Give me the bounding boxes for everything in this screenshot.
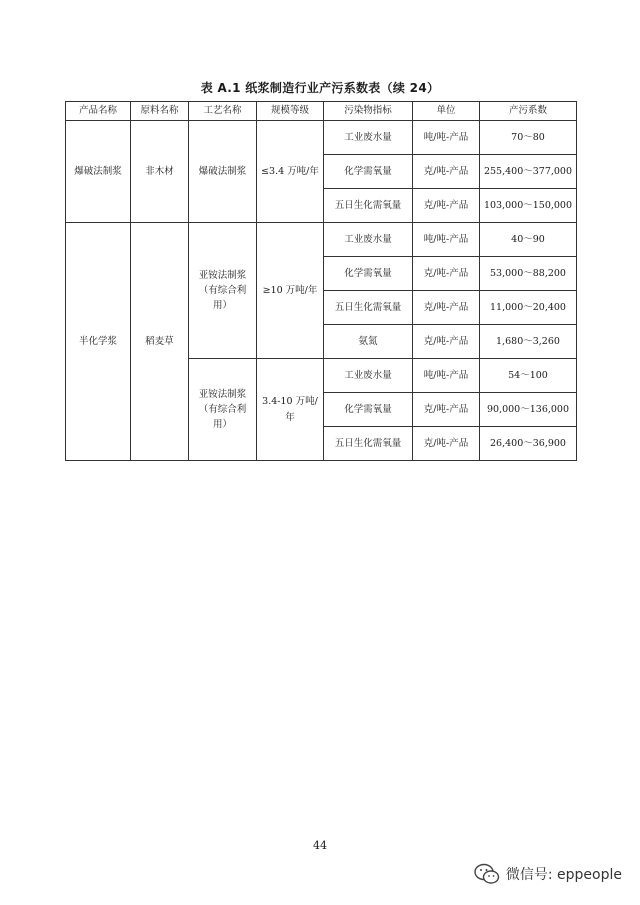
pollutant-cell: 工业废水量 <box>324 121 413 155</box>
unit-cell: 克/吨-产品 <box>413 325 480 359</box>
scale-cell: 3.4-10 万吨/ 年 <box>257 359 324 461</box>
wechat-icon <box>474 863 500 885</box>
coefficient-cell: 90,000～136,000 <box>480 393 577 427</box>
coefficient-cell: 53,000～88,200 <box>480 257 577 291</box>
material-cell: 稻麦草 <box>131 223 189 461</box>
table-row <box>66 121 577 155</box>
header-scale: 规模等级 <box>257 102 324 121</box>
header-process: 工艺名称 <box>189 102 257 121</box>
pollutant-cell: 五日生化需氧量 <box>324 427 413 461</box>
unit-cell: 克/吨-产品 <box>413 291 480 325</box>
process-cell: 亚铵法制浆 （有综合利 用） <box>189 223 257 359</box>
unit-cell: 克/吨-产品 <box>413 189 480 223</box>
header-material: 原料名称 <box>131 102 189 121</box>
process-cell: 亚铵法制浆 （有综合利 用） <box>189 359 257 461</box>
pollutant-cell: 化学需氧量 <box>324 257 413 291</box>
unit-cell: 克/吨-产品 <box>413 427 480 461</box>
coefficient-cell: 40～90 <box>480 223 577 257</box>
pollutant-cell: 氨氮 <box>324 325 413 359</box>
pollutant-cell: 五日生化需氧量 <box>324 189 413 223</box>
coefficient-cell: 11,000～20,400 <box>480 291 577 325</box>
page-number: 44 <box>313 839 327 852</box>
pollutant-cell: 工业废水量 <box>324 223 413 257</box>
product-cell: 爆破法制浆 <box>66 121 131 223</box>
wechat-watermark <box>474 863 622 885</box>
header-unit: 单位 <box>413 102 480 121</box>
unit-cell: 吨/吨-产品 <box>413 223 480 257</box>
pollutant-cell: 化学需氧量 <box>324 155 413 189</box>
coefficient-cell: 103,000～150,000 <box>480 189 577 223</box>
watermark-text: 微信号: eppeople <box>505 867 622 883</box>
coefficient-cell: 54～100 <box>480 359 577 393</box>
header-coefficient: 产污系数 <box>480 102 577 121</box>
pollutant-cell: 化学需氧量 <box>324 393 413 427</box>
unit-cell: 克/吨-产品 <box>413 393 480 427</box>
table-row <box>66 223 577 257</box>
unit-cell: 吨/吨-产品 <box>413 121 480 155</box>
coefficient-cell: 70～80 <box>480 121 577 155</box>
product-cell: 半化学浆 <box>66 223 131 461</box>
material-cell: 非木材 <box>131 121 189 223</box>
pollutant-cell: 工业废水量 <box>324 359 413 393</box>
header-pollutant: 污染物指标 <box>324 102 413 121</box>
scale-cell: ≤3.4 万吨/年 <box>257 121 324 223</box>
header-product: 产品名称 <box>66 102 131 121</box>
coefficient-cell: 255,400～377,000 <box>480 155 577 189</box>
coefficient-cell: 26,400～36,900 <box>480 427 577 461</box>
unit-cell: 克/吨-产品 <box>413 155 480 189</box>
unit-cell: 吨/吨-产品 <box>413 359 480 393</box>
coefficient-cell: 1,680～3,260 <box>480 325 577 359</box>
table-header-row <box>66 102 577 121</box>
process-cell: 爆破法制浆 <box>189 121 257 223</box>
scale-cell: ≥10 万吨/年 <box>257 223 324 359</box>
pollutant-cell: 五日生化需氧量 <box>324 291 413 325</box>
document-title: 表 A.1 纸浆制造行业产污系数表（续 24） <box>200 81 440 95</box>
unit-cell: 克/吨-产品 <box>413 257 480 291</box>
pollution-coefficient-table <box>65 101 577 461</box>
